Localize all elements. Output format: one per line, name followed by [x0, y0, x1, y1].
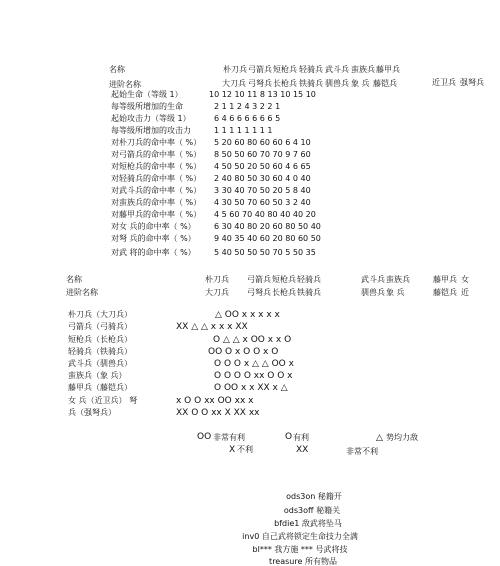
t1-row-values: 6 4 6 6 6 6 6 6 5: [214, 114, 281, 123]
t1-header-6: 藤甲兵: [376, 65, 400, 74]
t1-adv-header-3: 铁骑兵: [299, 79, 323, 88]
t1-row-label: 对武斗兵的命中率（ %）: [111, 186, 202, 195]
t1-row-values: 4 5 60 70 40 80 40 40 20: [214, 210, 316, 219]
t1-row-label: 对弩 兵的命中率（ %）: [111, 234, 196, 243]
cheat-line: treasure 所有物品: [269, 557, 337, 566]
table2-title: 名称: [66, 275, 82, 284]
t2-adv-header-5: 象 兵: [386, 288, 405, 297]
t2-adv-header-1: 弓弩兵: [247, 288, 271, 297]
cheat-line: inv0 自己武将锁定生命技力全满: [242, 532, 358, 541]
t1-row-values: 5 40 50 50 50 70 5 50 35: [214, 248, 316, 257]
t1-header-4: 武斗兵: [325, 65, 349, 74]
t1-row-label: 对女 兵的命中率（ %）: [111, 222, 196, 231]
t2-row-marks: XX O O xx X XX xx: [176, 408, 260, 418]
t2-header-4: 武斗兵: [361, 275, 385, 284]
legend-text: 不利: [237, 445, 253, 454]
legend-text: 有利: [293, 433, 309, 442]
t2-row-marks: OO O x O O x O: [208, 347, 279, 357]
t1-row-label: 每等级所增加的生命: [111, 102, 183, 111]
t1-right-header-0: 近卫兵: [432, 78, 456, 87]
t1-row-label: 对短枪兵的命中率（ %）: [111, 162, 202, 171]
t1-row-label: 对轻骑兵的命中率（ %）: [111, 174, 202, 183]
t2-row-marks: x O O xx OO xx x: [176, 396, 254, 406]
t1-row-label: 对朴刀兵的命中率（ %）: [111, 138, 202, 147]
cheat-line: ods3on 秘籍开: [286, 492, 342, 501]
t1-row-label: 每等级所增加的攻击力: [111, 126, 191, 135]
t2-header-0: 朴刀兵: [205, 275, 229, 284]
t2-row-marks: O △ △ x OO x x O: [213, 335, 292, 345]
t1-row-label: 对武 将的命中率（ %）: [111, 248, 196, 257]
cheat-line: bfdie1 敌武将坠马: [274, 519, 342, 528]
t1-row-values: 6 30 40 80 20 60 80 50 40: [214, 222, 321, 231]
t2-row-label: 武斗兵（驯兽兵）: [68, 359, 132, 368]
t2-adv-header-2: 长枪兵: [272, 288, 296, 297]
legend-text: 非常不利: [346, 447, 378, 456]
t2-row-label: 藤甲兵（藤铠兵）: [68, 383, 132, 392]
t1-adv-header-2: 长枪兵: [273, 79, 297, 88]
cheat-line: bl*** 我方施 *** 号武将技: [252, 545, 348, 554]
t1-row-values: 9 40 35 40 60 20 80 60 50: [214, 234, 321, 243]
t2-row-label: 轻骑兵（铁骑兵）: [68, 347, 132, 356]
t2-header-6: 藤甲兵: [433, 275, 457, 284]
legend-text: 非常有利: [213, 433, 245, 442]
t2-adv-header-0: 大刀兵: [205, 288, 229, 297]
t2-header-2: 短枪兵: [272, 275, 296, 284]
legend-text: 势均力敌: [386, 433, 418, 442]
t1-adv-header-0: 大刀兵: [222, 79, 246, 88]
t1-row-label: 对藤甲兵的命中率（ %）: [111, 210, 202, 219]
t1-adv-header-4: 驯兽兵: [325, 79, 349, 88]
t1-row-values: 4 30 50 70 60 50 3 2 40: [214, 198, 311, 207]
t1-adv-header-5: 象 兵: [351, 79, 370, 88]
t2-adv-header-4: 驯兽兵: [361, 288, 385, 297]
t2-row-marks: O O O O xx O O x: [214, 371, 293, 381]
t1-header-5: 蛮族兵: [351, 65, 375, 74]
t1-row-values: 10 12 10 11 8 13 10 15 10: [209, 90, 316, 99]
t1-adv-header-1: 弓弩兵: [248, 79, 272, 88]
t1-row-values: 8 50 50 60 70 70 9 7 60: [214, 150, 311, 159]
t2-row-label: 弓箭兵（弓骑兵）: [68, 322, 132, 331]
t1-row-values: 3 30 40 70 50 20 5 8 40: [214, 186, 311, 195]
table1-title: 名称: [109, 65, 125, 74]
t1-row-values: 2 40 80 50 30 60 4 0 40: [214, 174, 311, 183]
t2-row-marks: XX △ △ x x x XX: [176, 322, 248, 332]
t2-row-label: 兵（强弩兵）: [68, 408, 116, 417]
t1-row-label: 起始攻击力（等级 1）: [111, 114, 191, 123]
legend-symbol: OO: [197, 432, 212, 442]
t1-row-values: 2 1 1 2 4 3 2 2 1: [214, 102, 281, 111]
t2-adv-header-6: 藤铠兵: [433, 288, 457, 297]
t1-advance-label: 进阶名称: [109, 80, 141, 89]
t2-header-1: 弓箭兵: [247, 275, 271, 284]
t1-header-0: 朴刀兵: [223, 65, 247, 74]
t1-right-header-1: 强弩兵: [460, 78, 484, 87]
t1-header-2: 短枪兵: [273, 65, 297, 74]
t2-row-marks: O OO x x XX x △: [214, 383, 288, 393]
t2-header-3: 轻骑兵: [297, 275, 321, 284]
t1-header-3: 轻骑兵: [299, 65, 323, 74]
t2-header-5: 蛮族兵: [386, 275, 410, 284]
t2-adv-header-3: 铁骑兵: [297, 288, 321, 297]
cheat-line: ods3off 秘籍关: [283, 506, 341, 515]
legend-symbol: XX: [296, 445, 309, 455]
legend-symbol: X: [229, 445, 236, 455]
t2-row-marks: O O O x △ △ OO x: [214, 359, 294, 369]
t2-advance-label: 进阶名称: [66, 288, 98, 297]
t1-adv-header-6: 藤铠兵: [373, 79, 397, 88]
t1-row-label: 起始生命（等级 1）: [111, 90, 183, 99]
t2-row-label: 朴刀兵（大刀兵）: [68, 310, 132, 319]
t2-row-label: 女 兵（近卫兵） 弩: [68, 396, 138, 405]
t1-header-1: 弓箭兵: [248, 65, 272, 74]
t2-row-label: 短枪兵（长枪兵）: [68, 335, 132, 344]
t2-header-7: 女: [461, 275, 469, 284]
legend-symbol: O: [285, 432, 293, 442]
legend-symbol: △: [376, 433, 383, 443]
t1-row-values: 5 20 60 80 60 60 6 4 10: [214, 138, 311, 147]
t1-row-label: 对弓箭兵的命中率（ %）: [111, 150, 202, 159]
t1-row-values: 4 50 50 20 50 60 4 6 65: [214, 162, 311, 171]
t1-row-label: 对蛮族兵的命中率（ %）: [111, 198, 202, 207]
t2-row-marks: △ OO x x x x x: [215, 310, 280, 320]
t2-row-label: 蛮族兵（象 兵）: [68, 371, 127, 380]
t1-row-values: 1 1 1 1 1 1 1 1: [214, 126, 273, 135]
t2-adv-header-7: 近: [461, 288, 469, 297]
